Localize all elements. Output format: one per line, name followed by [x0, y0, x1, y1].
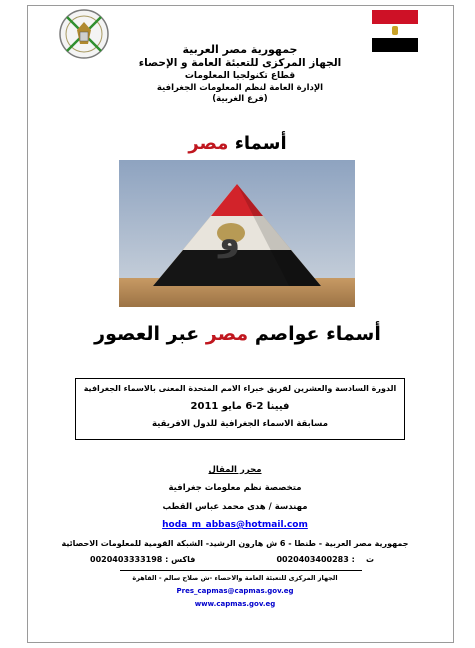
subtitle-part2: مصر [205, 323, 249, 345]
footer-email-link[interactable]: Pres_capmas@capmas.gov.eg [176, 587, 294, 595]
subtitle-part3: عبر العصور [94, 323, 200, 345]
author-specialty: متخصصة نظم معلومات جغرافية [168, 483, 302, 493]
author-name: مهندسة / هدى محمد عباس القطب [162, 502, 308, 512]
overlay-letter: و [219, 219, 241, 259]
conference-line-competition: مسابقة الاسماء الجغرافية للدول الافريقية [152, 419, 328, 429]
author-address: جمهورية مصر العربية - طنطا - 6 ش هارون الرشيد- الشبكة القومية للمعلومات الاحصائية [61, 539, 409, 548]
fax-number: فاكس : 0020403333198 [90, 555, 196, 564]
header-line-sector: قطاع تكنولجيا المعلومات [184, 71, 296, 81]
phone-number [276, 555, 374, 564]
phone-value: : 0020403400283 [276, 555, 355, 564]
footer-website-link[interactable]: www.capmas.gov.eg [194, 600, 276, 608]
main-title [0, 133, 475, 154]
pyramid-flag-photo [119, 160, 355, 307]
header-line-branch: (فرع الغربية) [212, 94, 268, 104]
main-title-part2: مصر [188, 133, 229, 154]
phone-label: ت [365, 555, 374, 564]
footer-organization: الجهاز المركزى للتعبئة العامة والاحصاء -ش صلاح سالم - القاهرة [132, 574, 338, 582]
footer-divider [120, 570, 362, 571]
subtitle [0, 323, 475, 345]
header-line-department: الإدارة العامة لنظم المعلومات الجغرافية [156, 83, 324, 93]
main-title-part1: أسماء [234, 133, 287, 154]
author-heading: محرر المقال [208, 465, 262, 475]
header-line-agency: الجهاز المركزى للتعبئة العامة و الإحصاء [138, 57, 342, 69]
header-line-country: جمهورية مصر العربية [182, 43, 298, 56]
conference-box [75, 378, 405, 440]
conference-line-session: الدورة السادسة والعشرين لفريق خبراء الامم المتحدة المعنى بالاسماء الجغرافية [83, 384, 397, 393]
conference-line-location-date: فيينا 2-6 مايو 2011 [190, 401, 290, 412]
author-email-link[interactable]: hoda_m_abbas@hotmail.com [162, 520, 308, 530]
subtitle-part1: أسماء عواصم [254, 323, 381, 345]
